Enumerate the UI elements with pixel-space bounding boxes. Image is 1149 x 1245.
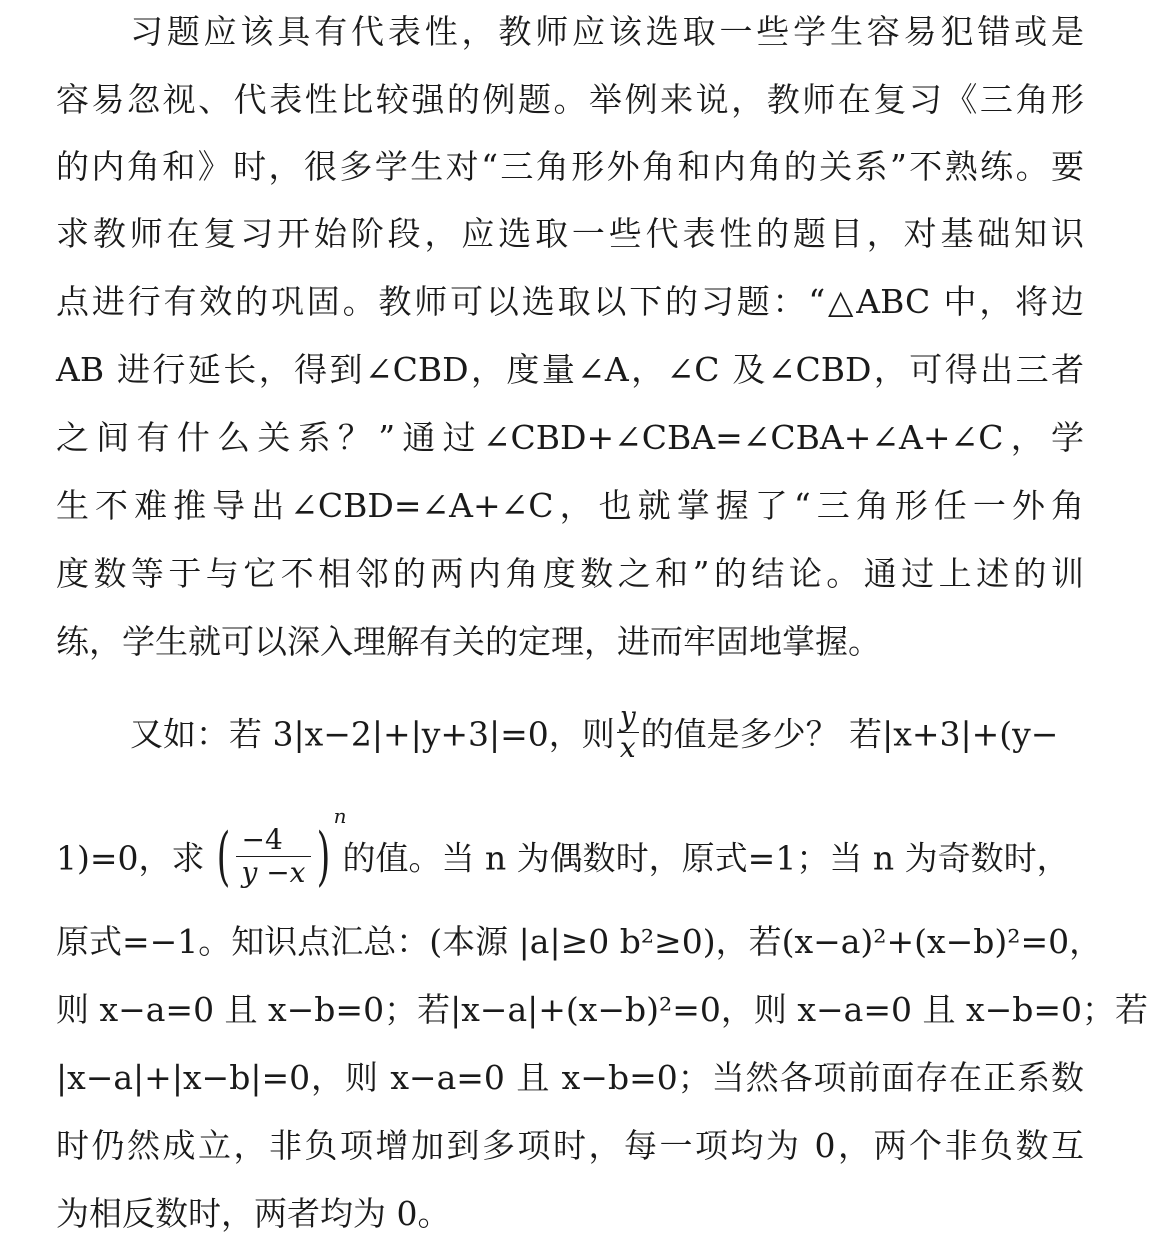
text-line: 之间有什么关系？”通过∠CBD+∠CBA=∠CBA+∠A+∠C，学 [56, 418, 1084, 457]
text-line: 求教师在复习开始阶段，应选取一些代表性的题目，对基础知识 [56, 214, 1084, 253]
exponent: n [333, 804, 347, 828]
text-line: 练，学生就可以深入理解有关的定理，进而牢固地掌握。 [56, 622, 881, 661]
text-line: 的内角和》时，很多学生对“三角形外角和内角的关系”不熟练。要 [56, 147, 1084, 186]
text-segment: 又如：若 3|x−2|+|y+3|=0，则 [130, 714, 615, 754]
text-line: 容易忽视、代表性比较强的例题。举例来说，教师在复习《三角形 [56, 80, 1084, 119]
left-paren: ( [216, 819, 230, 894]
text-line: 生不难推导出∠CBD=∠A+∠C，也就掌握了“三角形任一外角 [56, 486, 1084, 525]
text-line: 习题应该具有代表性，教师应该选取一些学生容易犯错或是 [130, 12, 1084, 51]
fraction-denominator: x [619, 731, 636, 764]
text-line: 时仍然成立，非负项增加到多项时，每一项均为 0，两个非负数互 [56, 1126, 1084, 1165]
fraction-y-over-x [617, 702, 639, 763]
fraction-numerator: −4 [236, 824, 312, 857]
text-line: 度数等于与它不相邻的两内角度数之和”的结论。通过上述的训 [56, 554, 1084, 593]
text-line: 则 x−a=0 且 x−b=0；若|x−a|+(x−b)²=0，则 x−a=0 且 x−b=0；若 [56, 990, 1148, 1029]
text-segment: 的值。当 n 为偶数时，原式=1；当 n 为奇数时， [342, 838, 1070, 878]
fraction [236, 824, 312, 889]
text-segment: 的值是多少？ 若|x+3|+(y− [640, 714, 1059, 754]
text-line: |x−a|+|x−b|=0，则 x−a=0 且 x−b=0；当然各项前面存在正系数 [56, 1058, 1084, 1097]
text-segment: 1)=0，求 [56, 838, 205, 878]
fraction-numerator: y [617, 702, 639, 733]
right-paren: ) [317, 819, 331, 894]
text-line: 原式=−1。知识点汇总：(本源 |a|≥0 b²≥0)，若(x−a)²+(x−b)²=0， [56, 922, 1103, 961]
text-line: 点进行有效的巩固。教师可以选取以下的习题：“△ABC 中，将边 [56, 282, 1084, 321]
fraction-denominator: y −x [241, 856, 306, 889]
text-line: AB 进行延长，得到∠CBD，度量∠A，∠C 及∠CBD，可得出三者 [56, 350, 1084, 389]
text-line-with-power [56, 804, 1084, 894]
text-line-with-fraction [56, 700, 1084, 776]
parenthesized-fraction [211, 804, 347, 894]
text-line: 为相反数时，两者均为 0。 [56, 1194, 451, 1233]
